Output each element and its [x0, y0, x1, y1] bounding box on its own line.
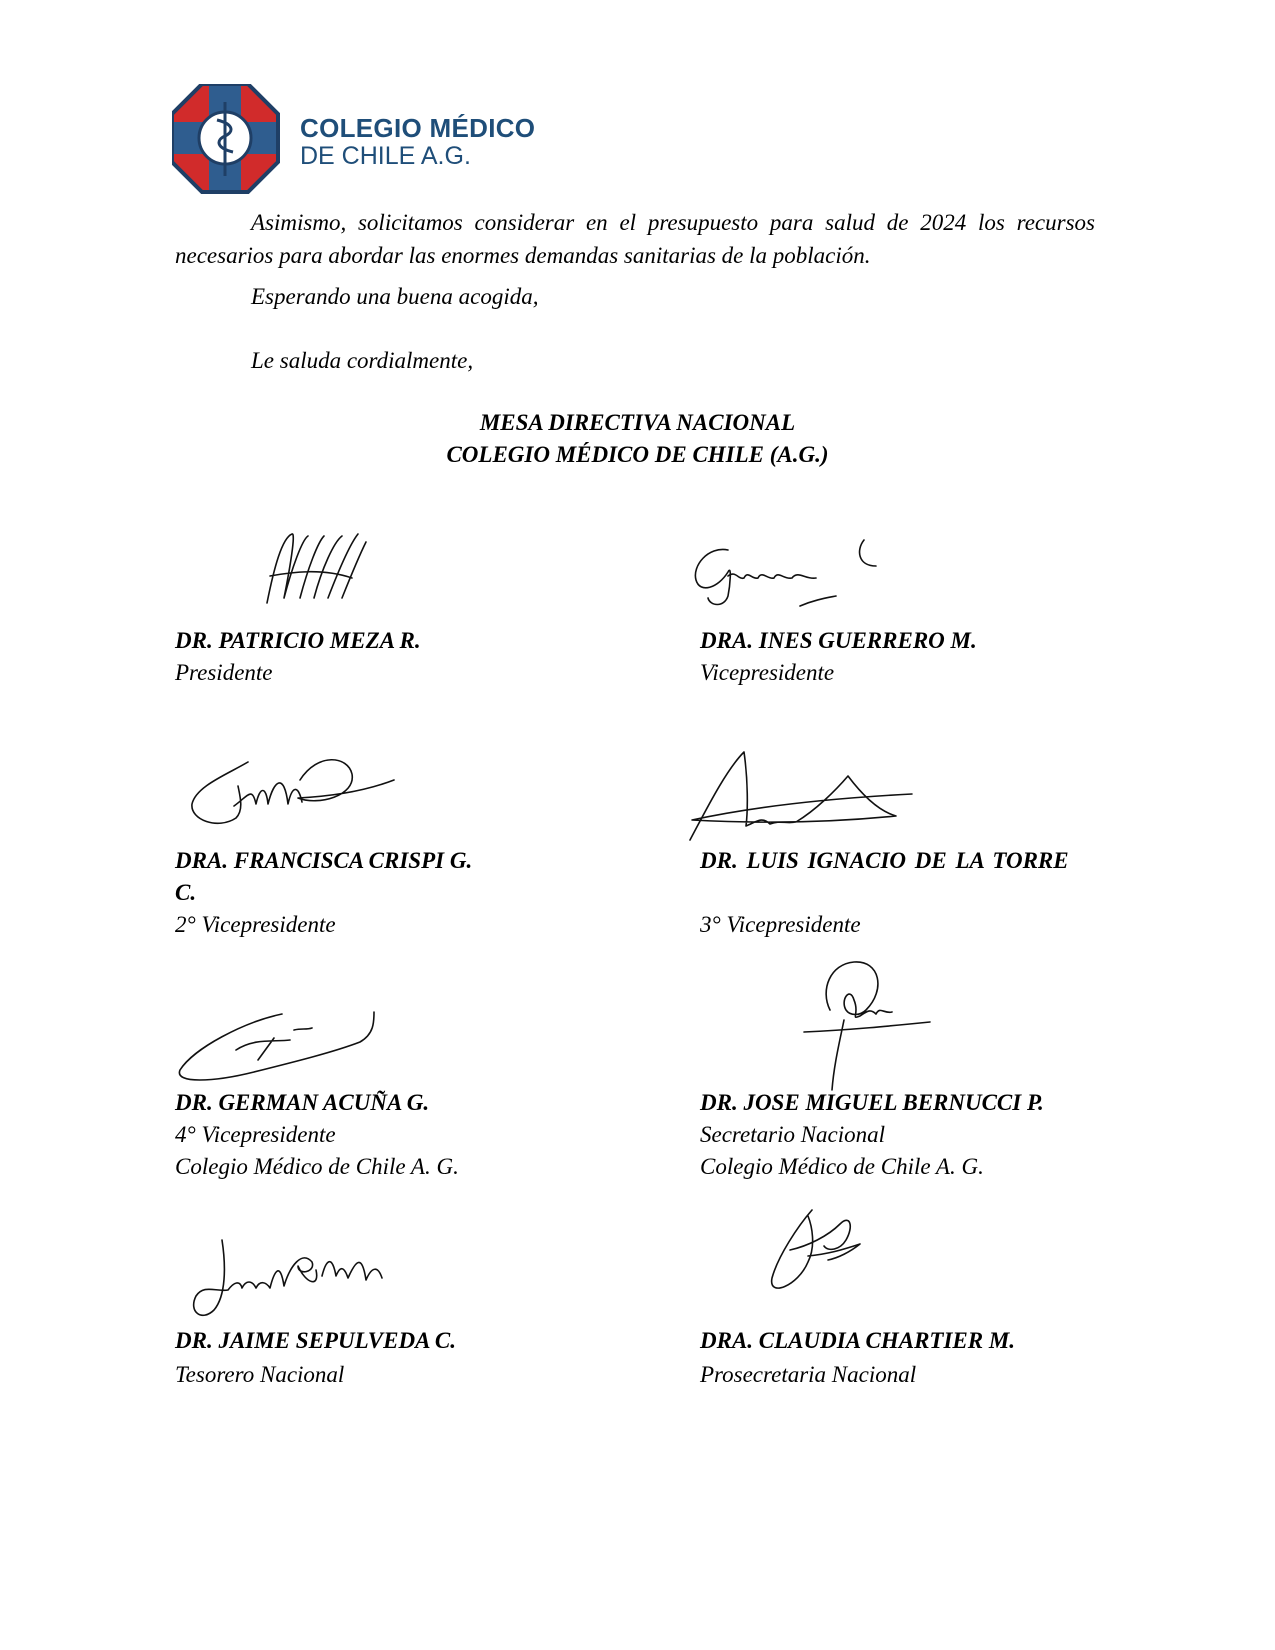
signatory-role-chartier: Prosecretaria Nacional [700, 1362, 917, 1387]
paragraph-budget: Asimismo, solicitamos considerar en el presupuesto para salud de 2024 los recursos necesarios para abordar las enormes demandas sanitarias de la población. [175, 210, 1095, 268]
signatory-role-sepulveda: Tesorero Nacional [175, 1362, 345, 1387]
signature-sepulveda [186, 1236, 406, 1322]
signatory-name-sepulveda: DR. JAIME SEPULVEDA C. [175, 1328, 456, 1353]
signatory-name-guerrero: DRA. INES GUERRERO M. [700, 628, 977, 653]
signature-bernucci [800, 960, 940, 1094]
signatory-role-acuna: 4° Vicepresidente [175, 1122, 336, 1147]
signatory-name-delatorre: DR. LUIS IGNACIO DE LA TORRE [700, 848, 1069, 873]
signatory-role-meza: Presidente [175, 660, 273, 685]
signature-meza [262, 528, 372, 608]
signatory-name-meza: DR. PATRICIO MEZA R. [175, 628, 421, 653]
signature-chartier [768, 1206, 878, 1302]
board-organization: COLEGIO MÉDICO DE CHILE (A.G.) [446, 442, 829, 467]
signatory-role-delatorre: 3° Vicepresidente [700, 912, 861, 937]
signatory-name-acuna: DR. GERMAN ACUÑA G. [175, 1090, 430, 1115]
signatory-name-crispi-cont: C. [175, 880, 197, 905]
signatory-name-bernucci: DR. JOSE MIGUEL BERNUCCI P. [700, 1090, 1044, 1115]
signature-delatorre [686, 750, 926, 844]
board-title: MESA DIRECTIVA NACIONAL [479, 410, 796, 435]
signature-acuna [174, 1008, 394, 1088]
signature-guerrero [688, 536, 888, 616]
signatory-role-crispi: 2° Vicepresidente [175, 912, 336, 937]
signatory-name-chartier: DRA. CLAUDIA CHARTIER M. [700, 1328, 1016, 1353]
signatory-role-bernucci: Secretario Nacional [700, 1122, 886, 1147]
signature-crispi [188, 756, 398, 838]
paragraph-closing: Esperando una buena acogida, [251, 284, 539, 309]
signatory-name-crispi: DRA. FRANCISCA CRISPI G. [175, 848, 473, 873]
signatory-role-guerrero: Vicepresidente [700, 660, 835, 685]
signatory-org-acuna: Colegio Médico de Chile A. G. [175, 1154, 459, 1179]
logo-title: COLEGIO MÉDICO [300, 113, 536, 143]
signatory-org-bernucci: Colegio Médico de Chile A. G. [700, 1154, 984, 1179]
logo-subtitle: DE CHILE A.G. [300, 142, 471, 170]
paragraph-greeting: Le saluda cordialmente, [251, 348, 474, 373]
